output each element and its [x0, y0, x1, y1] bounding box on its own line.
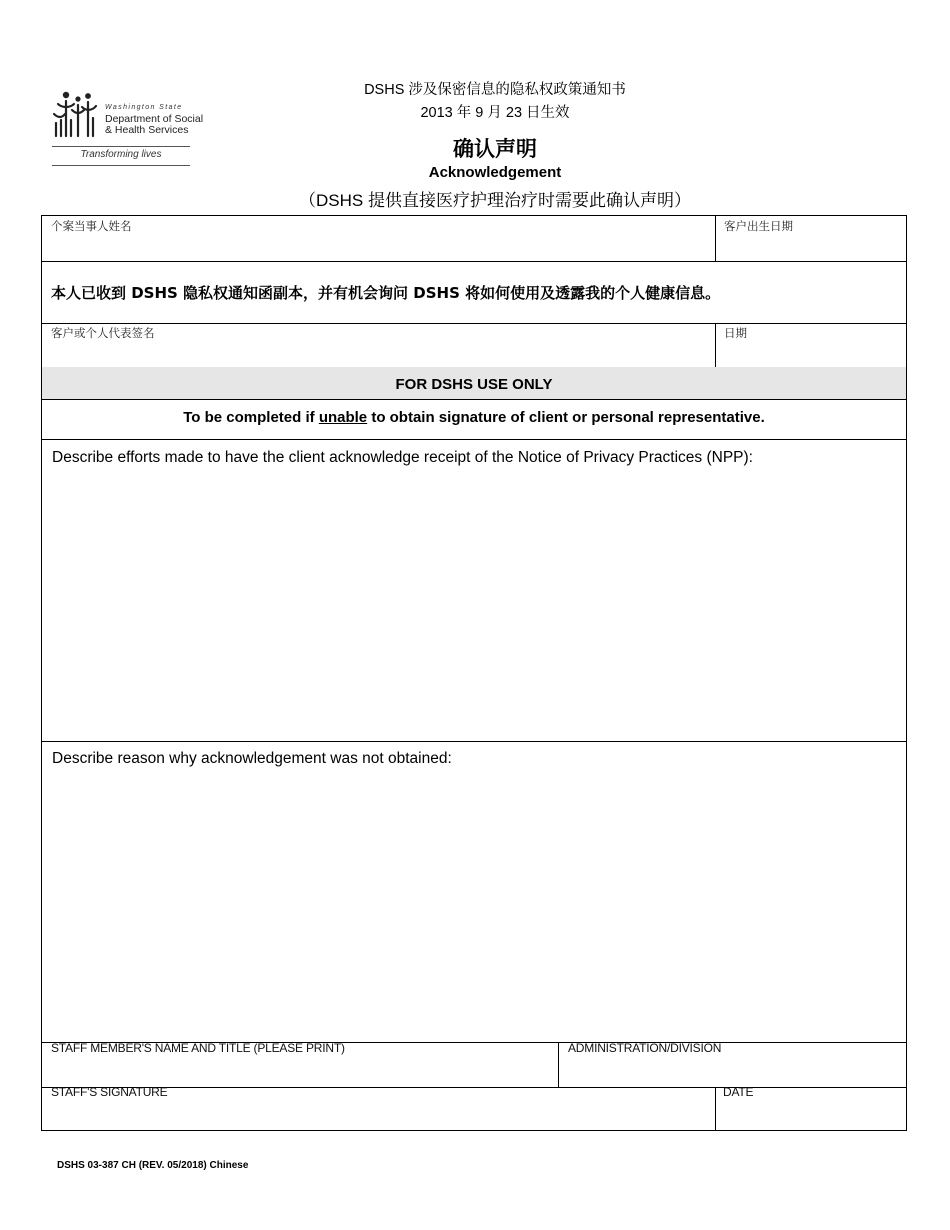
- client-signature-field[interactable]: [42, 324, 715, 367]
- page-subtitle: （DSHS 提供直接医疗护理治疗时需要此确认声明）: [299, 191, 691, 210]
- acknowledgement-form: [41, 215, 907, 1131]
- signature-date-label: 日期: [724, 326, 747, 340]
- admin-division-field[interactable]: [559, 1056, 906, 1086]
- staff-signature-label: STAFF'S SIGNATURE: [51, 1085, 168, 1099]
- divider: [42, 261, 906, 262]
- efforts-textarea[interactable]: [42, 471, 906, 739]
- staff-date-field[interactable]: [716, 1101, 906, 1130]
- client-name-label: 个案当事人姓名: [51, 219, 132, 233]
- instruction-prefix: To be completed if: [183, 409, 319, 426]
- page-title-chinese: 确认声明: [453, 137, 537, 161]
- client-signature-label: 客户或个人代表签名: [51, 326, 155, 340]
- reason-label: Describe reason why acknowledgement was not obtained:: [52, 750, 452, 767]
- instruction-emphasis: unable: [318, 409, 368, 426]
- client-name-field[interactable]: [42, 216, 715, 261]
- staff-date-label: DATE: [723, 1085, 754, 1099]
- dshs-use-only-heading: FOR DSHS USE ONLY: [395, 376, 553, 393]
- admin-division-label: ADMINISTRATION/DIVISION: [568, 1041, 722, 1055]
- client-dob-field[interactable]: [716, 216, 906, 261]
- divider: [42, 439, 906, 440]
- divider: [42, 1087, 906, 1088]
- reason-textarea[interactable]: [42, 772, 906, 1040]
- staff-signature-field[interactable]: [42, 1101, 715, 1130]
- efforts-label: Describe efforts made to have the client acknowledge receipt of the Notice of Privacy Practices (NPP):: [52, 449, 753, 466]
- instruction-suffix: to obtain signature of client or personal representative.: [367, 409, 765, 426]
- logo-dept-line1: Department of Social: [105, 113, 204, 125]
- notice-title: DSHS 涉及保密信息的隐私权政策通知书: [364, 82, 626, 98]
- logo-state-text: Washington State: [105, 104, 183, 111]
- acknowledgement-statement: 本人已收到 DSHS 隐私权通知函副本，并有机会询问 DSHS 将如何使用及透露我的个人健康信息。: [51, 284, 721, 302]
- form-number: DSHS 03-387 CH (REV. 05/2018) Chinese: [57, 1160, 249, 1171]
- page-title-english: Acknowledgement: [428, 164, 562, 181]
- divider: [42, 741, 906, 742]
- staff-name-label: STAFF MEMBER'S NAME AND TITLE (PLEASE PRINT): [51, 1041, 345, 1055]
- divider: [42, 399, 906, 400]
- dshs-logo: [52, 90, 204, 168]
- logo-dept-line2: & Health Services: [105, 124, 189, 136]
- signature-date-field[interactable]: [716, 324, 906, 367]
- logo-divider: [52, 146, 190, 147]
- staff-name-field[interactable]: [42, 1056, 558, 1086]
- client-dob-label: 客户出生日期: [724, 219, 793, 233]
- logo-tagline: Transforming lives: [80, 149, 162, 160]
- completion-instruction: [42, 409, 906, 426]
- effective-date: 2013 年 9 月 23 日生效: [420, 105, 570, 121]
- people-logo-icon: [52, 90, 100, 140]
- logo-department-text: [105, 114, 203, 136]
- logo-divider: [52, 165, 190, 166]
